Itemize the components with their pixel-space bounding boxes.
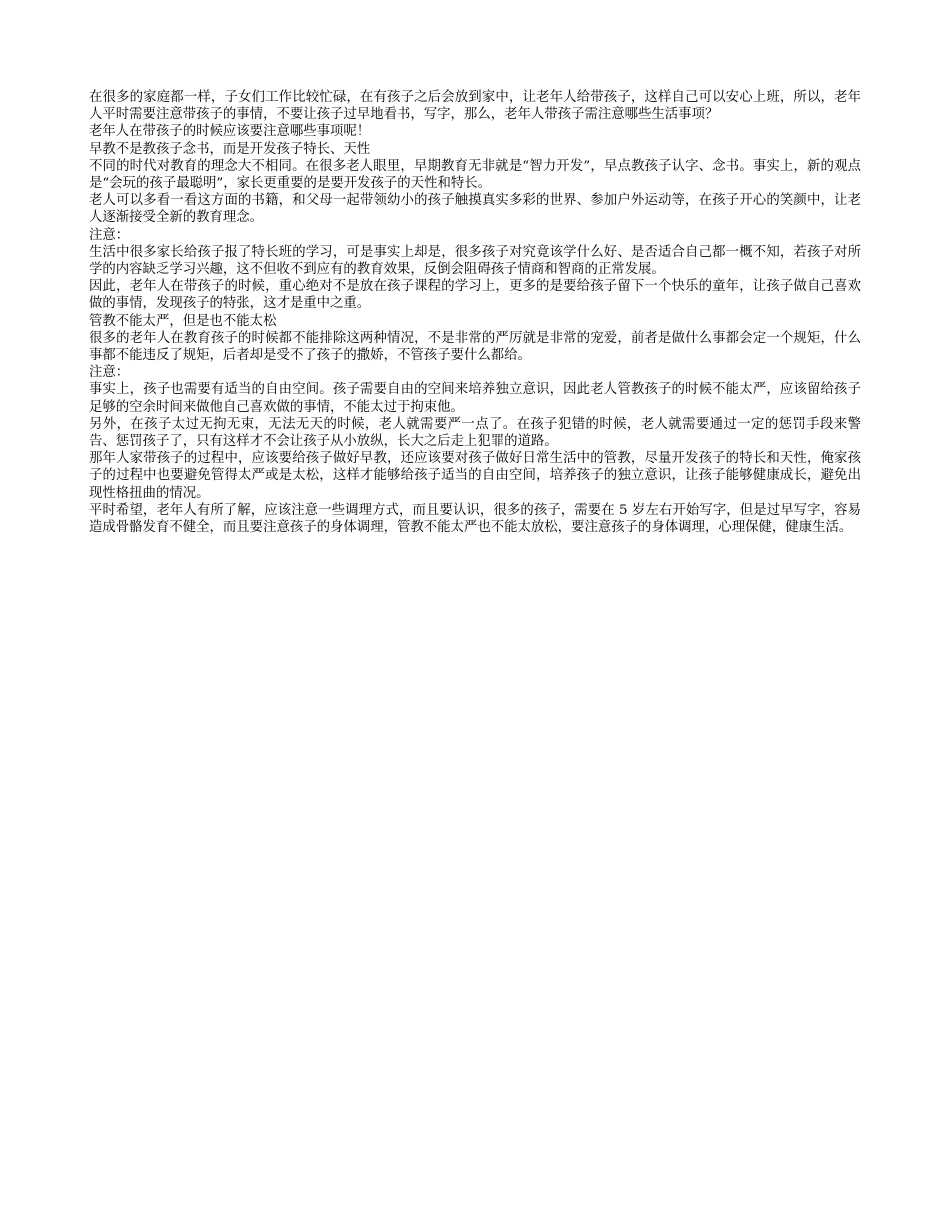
paragraph: 因此，老年人在带孩子的时候，重心绝对不是放在孩子课程的学习上，更多的是要给孩子留下一个快乐的童年，让孩子做自己喜欢做的事情，发现孩子的特张，这才是重中之重。 — [89, 279, 861, 312]
note-label: 注意： — [89, 365, 130, 381]
paragraph: 那年人家带孩子的过程中，应该要给孩子做好早教，还应该要对孩子做好日常生活中的管教，尽量开发孩子的特长和天性，俺家孩子的过程中也要避免管得太严或是太松，这样才能够给孩子适当的自由空间，培养孩子的独立意识，让孩子能够健康成长，避免出现性格扭曲的情况。 — [89, 451, 861, 501]
paragraph: 老人可以多看一看这方面的书籍，和父母一起带领幼小的孩子触摸真实多彩的世界、参加户外运动等，在孩子开心的笑颜中，让老人逐渐接受全新的教育理念。 — [89, 193, 861, 226]
section-heading-discipline: 管教不能太严，但是也不能太松 — [89, 313, 277, 329]
paragraph: 不同的时代对教育的理念大不相同。在很多老人眼里，早期教育无非就是“智力开发”，早点教孩子认字、念书。事实上，新的观点是“会玩的孩子最聪明”，家长更重要的是要开发孩子的天性和特长。 — [89, 158, 861, 192]
section-heading-early-education: 早教不是教孩子念书，而是开发孩子特长、天性 — [89, 141, 371, 157]
paragraph-question: 老年人在带孩子的时候应该要注意哪些事项呢！ — [89, 124, 371, 140]
note-label: 注意： — [89, 227, 130, 243]
paragraph: 另外，在孩子太过无拘无束，无法无天的时候，老人就需要严一点了。在孩子犯错的时候，老人就需要通过一定的惩罚手段来警告、惩罚孩子了，只有这样才不会让孩子从小放纵，长大之后走上犯罪的道路。 — [89, 416, 861, 450]
document-body — [89, 89, 861, 536]
paragraph: 生活中很多家长给孩子报了特长班的学习，可是事实上却是，很多孩子对究竟该学什么好、是否适合自己都一概不知，若孩子对所学的内容缺乏学习兴趣，这不但收不到应有的教育效果，反倒会阻碍孩子情商和智商的正常发展。 — [89, 244, 861, 278]
paragraph-closing: 平时希望，老年人有所了解，应该注意一些调理方式，而且要认识，很多的孩子，需要在 5 岁左右开始写字，但是过早写字，容易造成骨骼发育不健全，而且要注意孩子的身体调理，管教不能太严也不能太放松，要注意孩子的身体调理，心理保健，健康生活。 — [89, 502, 861, 536]
paragraph: 事实上，孩子也需要有适当的自由空间。孩子需要自由的空间来培养独立意识，因此老人管教孩子的时候不能太严，应该留给孩子足够的空余时间来做他自己喜欢做的事情，不能太过于拘束他。 — [89, 382, 861, 415]
paragraph: 很多的老年人在教育孩子的时候都不能排除这两种情况，不是非常的严厉就是非常的宠爱，前者是做什么事都会定一个规矩，什么事都不能违反了规矩，后者却是受不了孩子的撒娇，不管孩子要什么都给。 — [89, 330, 861, 364]
paragraph-intro: 在很多的家庭都一样，子女们工作比较忙碌，在有孩子之后会放到家中，让老年人给带孩子，这样自己可以安心上班，所以，老年人平时需要注意带孩子的事情，不要让孩子过早地看书，写字，那么，老年人带孩子需注意哪些生活事项？ — [89, 90, 861, 123]
